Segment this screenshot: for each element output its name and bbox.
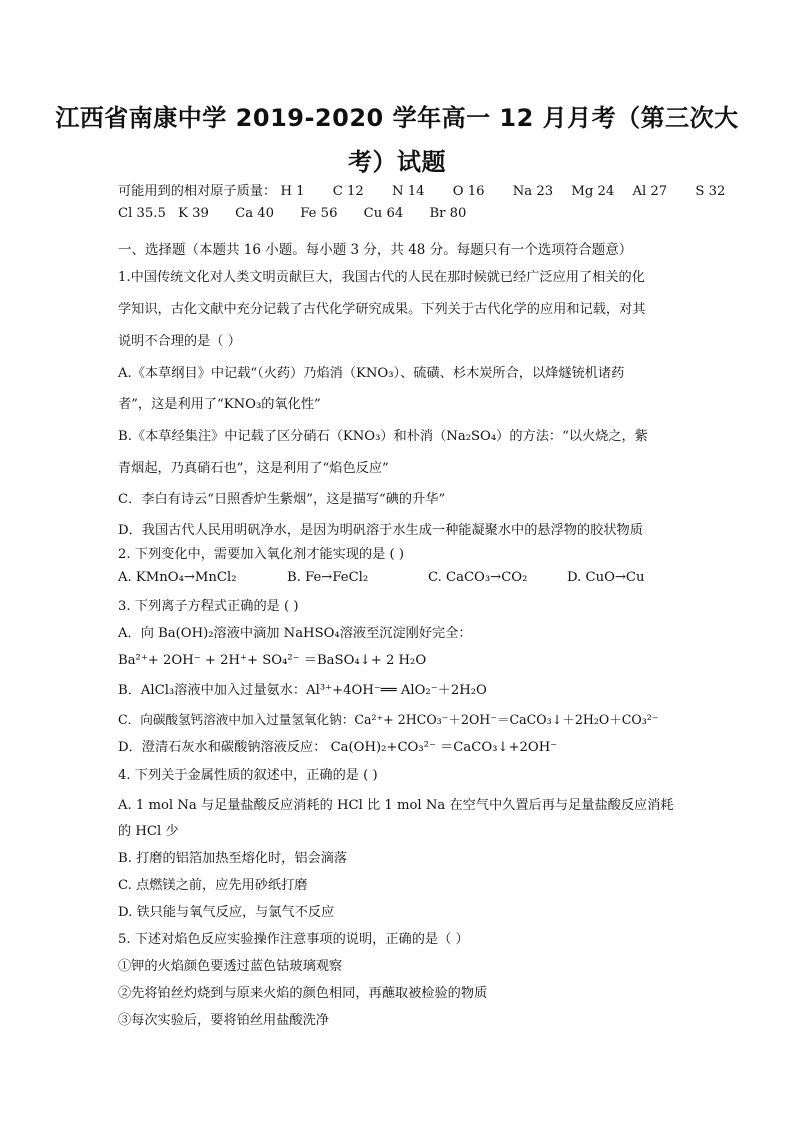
mass-s: S 32 bbox=[695, 184, 726, 199]
atomic-mass-row1 bbox=[118, 180, 725, 199]
mass-n: N 14 bbox=[392, 184, 425, 199]
q2-option-c: C. CaCO₃→CO₂ bbox=[428, 570, 528, 585]
q3-option-a-1: A．向 Ba(OH)₂溶液中滴加 NaHSO₄溶液至沉淀刚好完全： bbox=[118, 626, 472, 641]
atomic-mass-label: 可能用到的相对原子质量： bbox=[118, 184, 277, 199]
q1-option-c: C．李白有诗云“日照香炉生紫烟”，这是描写“碘的升华” bbox=[118, 492, 446, 507]
mass-fe: Fe 56 bbox=[300, 206, 338, 221]
q3-option-d: D．澄清石灰水和碳酸钠溶液反应： Ca(OH)₂+CO₃²⁻ ＝CaCO₃↓+2OH⁻ bbox=[118, 740, 558, 755]
mass-mg: Mg 24 bbox=[571, 184, 615, 199]
atomic-mass-row2 bbox=[118, 206, 466, 221]
mass-k: K 39 bbox=[178, 206, 209, 221]
q4-option-b: B. 打磨的铝箔加热至熔化时，铝会滴落 bbox=[118, 851, 348, 866]
q4-stem: 4. 下列关于金属性质的叙述中，正确的是 ( ) bbox=[118, 768, 378, 783]
q1-option-a-1: A.《本草纲目》中记载“（火药）乃焰消（KNO₃）、硫磺、杉木炭所合，以烽燧铳机诸药 bbox=[118, 366, 625, 381]
q1-option-d: D．我国古代人民用明矾净水，是因为明矾溶于水生成一种能凝聚水中的悬浮物的胶状物质 bbox=[118, 523, 643, 538]
q2-option-b: B. Fe→FeCl₂ bbox=[287, 570, 369, 585]
q5-stem: 5. 下述对焰色反应实验操作注意事项的说明，正确的是（ ） bbox=[118, 932, 469, 947]
exam-title-line2: 考）试题 bbox=[348, 148, 446, 176]
q4-option-a-2: 的 HCl 少 bbox=[118, 824, 179, 839]
mass-na: Na 23 bbox=[512, 184, 554, 199]
q1-stem-2: 学知识，古化文献中充分记载了古代化学研究成果。下列关于古代化学的应用和记载，对其 bbox=[118, 302, 646, 317]
mass-ca: Ca 40 bbox=[235, 206, 275, 221]
q5-item-2: ②先将铂丝灼烧到与原来火焰的颜色相同，再蘸取被检验的物质 bbox=[118, 986, 488, 1001]
mass-o: O 16 bbox=[452, 184, 485, 199]
mass-al: Al 27 bbox=[632, 184, 668, 199]
q5-item-3: ③每次实验后，要将铂丝用盐酸洗净 bbox=[118, 1013, 329, 1028]
q4-option-d: D. 铁只能与氧气反应，与氯气不反应 bbox=[118, 905, 335, 920]
mass-cu: Cu 64 bbox=[363, 206, 404, 221]
mass-c: C 12 bbox=[332, 184, 364, 199]
q1-option-a-2: 者”，这是利用了“KNO₃的氧化性” bbox=[118, 397, 321, 412]
q2-option-a: A. KMnO₄→MnCl₂ bbox=[118, 570, 237, 585]
q3-option-a-2: Ba²⁺+ 2OH⁻ + 2H⁺+ SO₄²⁻ ＝BaSO₄↓+ 2 H₂O bbox=[118, 653, 427, 668]
q1-stem-3: 说明不合理的是（ ） bbox=[118, 334, 241, 349]
mass-cl: Cl 35.5 bbox=[118, 206, 166, 221]
exam-title-line1: 江西省南康中学 2019-2020 学年高一 12 月月考（第三次大 bbox=[55, 104, 739, 132]
q1-option-b-1: B.《本草经集注》中记载了区分硝石（KNO₃）和朴消（Na₂SO₄）的方法：“以火烧之，紫 bbox=[118, 429, 648, 444]
q1-option-b-2: 青烟起，乃真硝石也”，这是利用了“焰色反应” bbox=[118, 461, 389, 476]
q4-option-c: C. 点燃镁之前，应先用砂纸打磨 bbox=[118, 878, 308, 893]
q4-option-a-1: A. 1 mol Na 与足量盐酸反应消耗的 HCl 比 1 mol Na 在空气中久置后再与足量盐酸反应消耗 bbox=[118, 798, 674, 813]
q1-stem-1: 1.中国传统文化对人类文明贡献巨大，我国古代的人民在那时候就已经广泛应用了相关的化 bbox=[118, 270, 645, 285]
mass-br: Br 80 bbox=[429, 206, 467, 221]
mass-h: H 1 bbox=[280, 184, 305, 199]
q2-stem: 2. 下列变化中，需要加入氧化剂才能实现的是 ( ) bbox=[118, 547, 405, 562]
q3-option-c: C．向碳酸氢钙溶液中加入过量氢氧化钠：Ca²⁺+ 2HCO₃⁻＋2OH⁻＝CaCO₃↓＋2H₂O＋CO₃²⁻ bbox=[118, 712, 659, 727]
q3-option-b: B．AlCl₃溶液中加入过量氨水：Al³⁺+4OH⁻══ AlO₂⁻＋2H₂O bbox=[118, 683, 487, 698]
q3-stem: 3. 下列离子方程式正确的是 ( ) bbox=[118, 599, 299, 614]
section-heading: 一、选择题（本题共 16 小题。每小题 3 分，共 48 分。每题只有一个选项符合题意） bbox=[118, 242, 633, 258]
q2-option-d: D. CuO→Cu bbox=[567, 570, 645, 585]
q5-item-1: ①钾的火焰颜色要透过蓝色钴玻璃观察 bbox=[118, 959, 343, 974]
